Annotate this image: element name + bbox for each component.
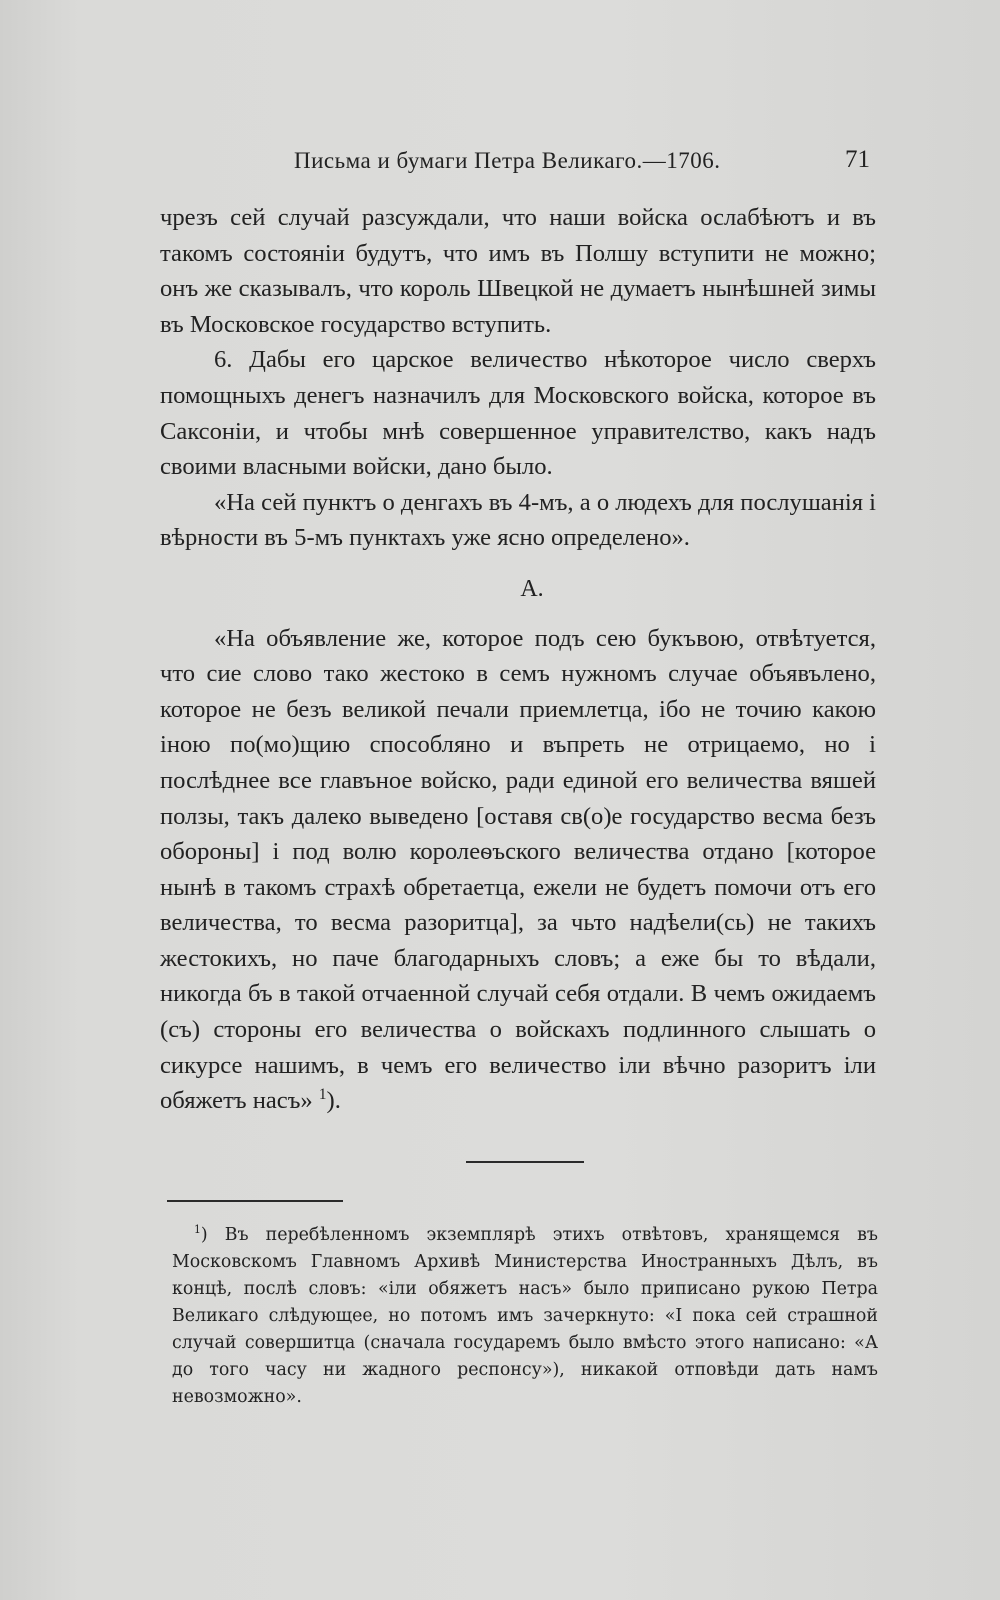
page-number: 71 (845, 146, 870, 173)
footnote-separator (167, 1200, 343, 1202)
footnote (172, 1222, 878, 1411)
footnote-body (172, 1222, 878, 1411)
closing-rule (466, 1161, 584, 1163)
footnote-text: ) Въ перебѣленномъ экземплярѣ этихъ отвѣтовъ, хранящемся въ Московскомъ Главномъ Архивѣ Министерства Иностранныхъ Дѣлъ, въ концѣ, послѣ словъ: «іли обяжетъ насъ» было приписано рукою Петра Великаго слѣдующее, но потомъ имъ зачеркнуто: «І пока сей страшной случай совершитца (сначала государемъ было вмѣсто этого написано: «А до того часу ни жадного респонсу»), никакой отповѣди дать намъ невозможно». (172, 1225, 878, 1407)
running-title: Письма и бумаги Петра Великаго.—1706. (294, 148, 721, 173)
quote-text: «На объявление же, которое подъ сею букъвою, отвѣтуется, что сие слово тако жестоко в семъ нужномъ случае объявълено, которое не безъ великой печали приемлетца, ібо не точию какою іною по(мо)щию способляно и въпреть не отрицаемо, но і послѣднее все главъное войско, ради единой его величества вяшей ползы, такъ далеко выведено [оставя св(о)е государство весма безъ обороны] і под волю королеѳъского величества отдано [которое нынѣ в такомъ страхѣ обретаетца, ежели не будетъ помочи отъ его величества, то весма разоритца], за чьто надѣели(сь) не такихъ жестокихъ, но паче благодарныхъ словъ; а еже бы то вѣдали, никогда бъ в такой отчаенной случай себя отдали. В чемъ ожидаемъ (съ) стороны его величества о войскахъ подлинного слышать о сикурсе нашимъ, в чемъ его величество іли вѣчно разоритъ іли обяжетъ насъ» (160, 624, 876, 1115)
main-text (160, 200, 876, 1119)
paragraph-quote (160, 621, 876, 1119)
footnote-reference: 1 (318, 1086, 327, 1104)
running-head (160, 148, 870, 188)
section-heading: А. (520, 575, 544, 602)
footnote-marker: 1 (194, 1223, 201, 1237)
paragraph-continuation: чрезъ сей случай разсуждали, что наши войска ослабѣютъ и въ такомъ состояніи будутъ, что имъ въ Полшу вступити не можно; онъ же сказывалъ, что король Швецкой не думаетъ нынѣшней зимы въ Московское государство вступить. (160, 204, 876, 338)
paragraph-answer: «На сей пунктъ о денгахъ въ 4-мъ, а о людехъ для послушанія і вѣрности въ 5-мъ пунктахъ уже ясно определено». (160, 488, 876, 552)
paragraph-point-6: 6. Дабы его царское величество нѣкоторое число сверхъ помощныхъ денегъ назначилъ для Московского войска, которое въ Саксоніи, и чтобы мнѣ совершенное управителство, какъ надъ своими власными войски, дано было. (160, 346, 876, 481)
quote-end: ). (326, 1087, 341, 1115)
